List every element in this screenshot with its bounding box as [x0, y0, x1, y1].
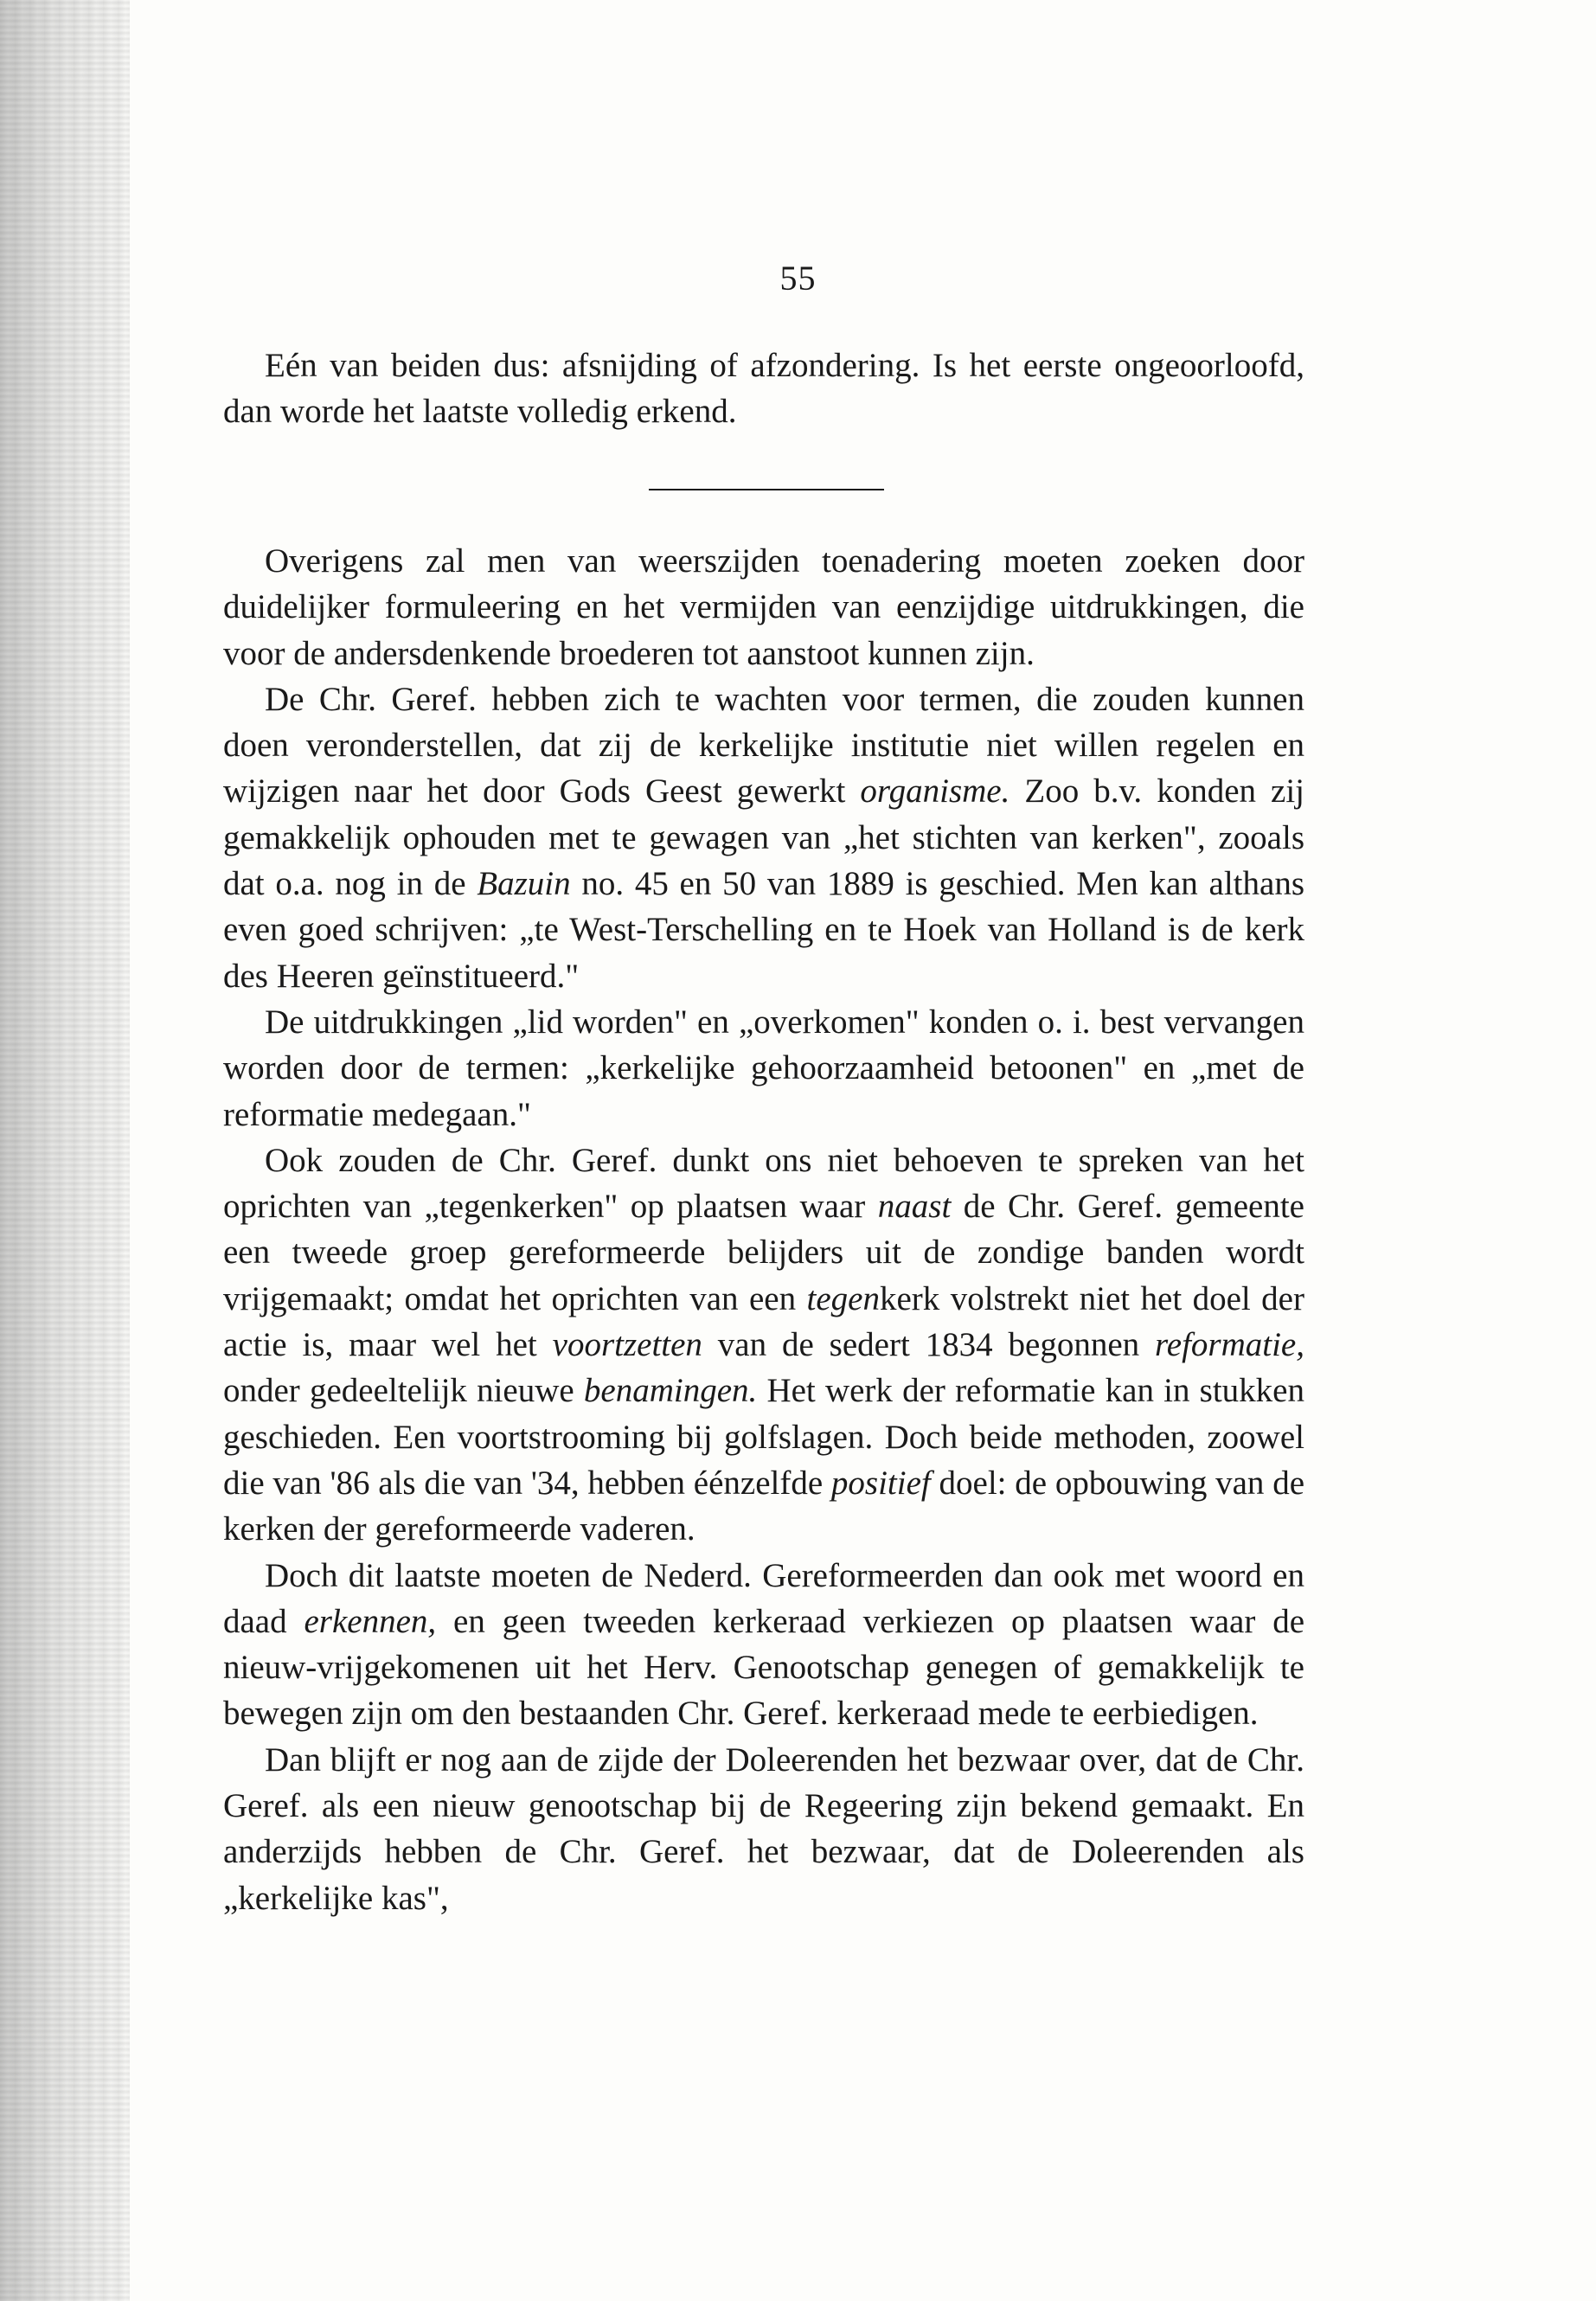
text-run: de Chr. Geref. gemeente een tweede groep gereformeerde belijders uit de zondige banden wordt vrijgemaakt; omdat het oprichten van een — [223, 1188, 1304, 1317]
text-run: kerk volstrekt niet het doel der actie is, maar wel het — [223, 1279, 1304, 1364]
main-text — [223, 538, 1304, 1921]
paragraph-uitdrukkingen: De uitdrukkingen „lid worden" en „overkomen" konden o. i. best vervangen worden door de termen: „kerkelijke gehoorzaamheid betoonen" en „met de reformatie medegaan." — [223, 1003, 1304, 1133]
italic-bazuin: Bazuin — [477, 865, 571, 903]
scan-edge-shading — [0, 0, 130, 2301]
text-run: De Chr. Geref. hebben zich te wachten voor termen, die zouden kunnen doen veronderstellen, dat zij de kerkelijke institutie niet willen regelen en wijzigen naar het door Gods Geest gewerkt — [223, 680, 1304, 811]
intro-block — [223, 343, 1304, 435]
italic-tegen: tegen — [806, 1279, 880, 1317]
italic-organisme: organisme. — [860, 772, 1010, 811]
text-run: Doch dit laatste moeten de Nederd. Gereformeerden dan ook met woord en daad — [223, 1556, 1304, 1640]
text-run: en geen tweeden kerkeraad verkiezen op plaatsen waar de nieuw-vrijgekomenen uit het Herv. Genootschap genegen of gemakkelijk te bewegen zijn om den bestaanden Chr. Geref. kerkeraad mede te eerbiedigen. — [223, 1602, 1305, 1733]
text-run: Het werk der reformatie kan in stukken geschieden. Een voortstrooming bij golfslagen. Doch beide methoden, zoowel die van '86 als die van '34, hebben éénzelfde — [223, 1372, 1304, 1502]
page-number: 55 — [779, 259, 817, 298]
italic-reformatie: reformatie, — [1155, 1326, 1304, 1364]
text-run: doel: de opbouwing van de kerken der gereformeerde vaderen. — [223, 1464, 1304, 1548]
paragraph-overigens: Overigens zal men van weerszijden toenadering moeten zoeken door duidelijker formuleering en het vermijden van eenzijdige uitdrukkingen, die voor de andersdenkende broederen tot aanstoot kunnen zijn. — [223, 542, 1304, 672]
italic-naast: naast — [877, 1188, 952, 1226]
paragraph-nederd-gereformeerden — [223, 1553, 1304, 1737]
text-run: no. 45 en 50 van 1889 is geschied. Men kan althans even goed schrijven: „te West-Terschelling en te Hoek van Holland is de kerk des Heeren geïnstitueerd." — [223, 865, 1304, 995]
italic-voortzetten: voortzetten — [552, 1326, 702, 1364]
italic-positief: positief — [830, 1464, 931, 1502]
italic-erkennen: erkennen, — [304, 1602, 437, 1640]
text-run: Zoo b.v. konden zij gemakkelijk ophouden met te gewagen van „het stichten van kerken", zooals dat o.a. nog in de — [223, 772, 1304, 903]
text-run: van de sedert 1834 begonnen — [702, 1326, 1156, 1364]
paragraph-chr-geref — [223, 676, 1304, 999]
paragraph-tegenkerken — [223, 1138, 1304, 1553]
text-run: onder gedeeltelijk nieuwe — [223, 1372, 584, 1410]
italic-benamingen: benamingen. — [583, 1372, 758, 1410]
intro-paragraph: Eén van beiden dus: afsnijding of afzondering. Is het eerste ongeoorloofd, dan worde het laatste volledig erkend. — [223, 347, 1304, 431]
section-divider — [649, 489, 884, 490]
text-run: Ook zouden de Chr. Geref. dunkt ons niet behoeven te spreken van het oprichten van „tegenkerken" op plaatsen waar — [223, 1141, 1304, 1226]
paragraph-doleerenden: Dan blijft er nog aan de zijde der Doleerenden het bezwaar over, dat de Chr. Geref. als een nieuw genootschap bij de Regeering zijn bekend gemaakt. En anderzijds hebben de Chr. Geref. het bezwaar, dat de Doleerenden als „kerkelijke kas", — [223, 1740, 1304, 1917]
